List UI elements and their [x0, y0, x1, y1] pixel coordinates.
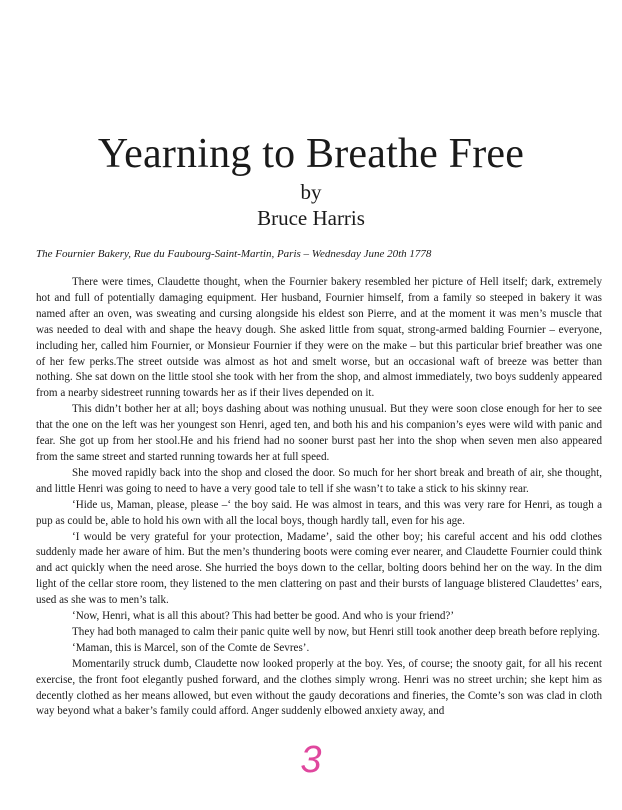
byline: by — [300, 180, 322, 204]
paragraph: ‘Now, Henri, what is all this about? This had better be good. And who is your friend?’ — [72, 610, 455, 623]
paragraph: She moved rapidly back into the shop and closed the door. So much for her short break and breath of air, she thought, and little Henri was going to need to have a very good tale to tell if she wasn’t to take a stick to his skinny rear. — [36, 466, 602, 495]
paragraph: There were times, Claudette thought, when the Fournier bakery resembled her picture of Hell itself; dark, extremely hot and full of potentially damaging equipment. Her husband, Fournier himself, from a family so steeped in bakery it was named after an oven, was sweating and cursing alongside his eldest son Pierre, and at the moment it was men’s muscle that was needed to deal with and shape the heavy dough. She asked little from squat, strong-armed balding Fournier – everyone, including her, called him Fournier, or Monsieur Fournier if they were on the make – but this particular brief breather was one of her few perks.The street outside was almost as hot and smelt worse, but an occasional waft of breeze was better than nothing. She sat down on the little stool she took with her from the shop, and almost immediately, two boys suddenly appeared from a nearby sidestreet running towards her as if their lives depended on it. — [36, 276, 602, 400]
paragraph: Momentarily struck dumb, Claudette now looked properly at the boy. Yes, of course; the snooty gait, for all his recent exercise, the front foot elegantly pushed forward, and the clothes simply wrong. Henri was no street urchin; she kept him as decently clothed as her means allowed, but even without the gaudy decorations and fineries, the Comte’s son was clad in cloth way beyond what a baker’s family could afford. Anger suddenly elbowed anxiety away, and — [36, 657, 602, 718]
author-name: Bruce Harris — [257, 206, 365, 230]
paragraph: This didn’t bother her at all; boys dashing about was nothing unusual. But they were soon close enough for her to see that the one on the left was her youngest son Henri, aged ten, and both his and his companion’s eyes were wild with panic and fear. She got up from her stool.He and his friend had no sooner burst past her into the shop when seven men also appeared from the same street and started running towards her at full speed. — [36, 403, 602, 463]
story-body — [36, 275, 602, 720]
paragraph: ‘Maman, this is Marcel, son of the Comte de Sevres’. — [72, 641, 310, 654]
paragraph: ‘I would be very grateful for your protection, Madame’, said the other boy; his careful accent and his odd clothes suddenly made her aware of him. But the men’s thundering boots were coming ever nearer, and Claudette Fournier could think and act quickly when the need arose. She hurried the boys down to the cellar, bolting doors behind her on the way. In the dim light of the cellar store room, they listened to the men clattering on past and their bursts of language blistered Claudettes’ ears, used as she was to men’s talk. — [36, 530, 602, 607]
paragraph: ‘Hide us, Maman, please, please –‘ the boy said. He was almost in tears, and this was very rare for Henri, as tough a pup as could be, able to hold his own with all the local boys, though hardly tall, even for his age. — [36, 498, 602, 527]
page-number: 3 — [300, 739, 322, 781]
paragraph: They had both managed to calm their panic quite well by now, but Henri still took another deep breath before replying. — [72, 625, 600, 638]
scene-setting: The Fournier Bakery, Rue du Faubourg-Saint-Martin, Paris – Wednesday June 20th 1778 — [36, 248, 432, 260]
story-title: Yearning to Breathe Free — [97, 131, 525, 177]
